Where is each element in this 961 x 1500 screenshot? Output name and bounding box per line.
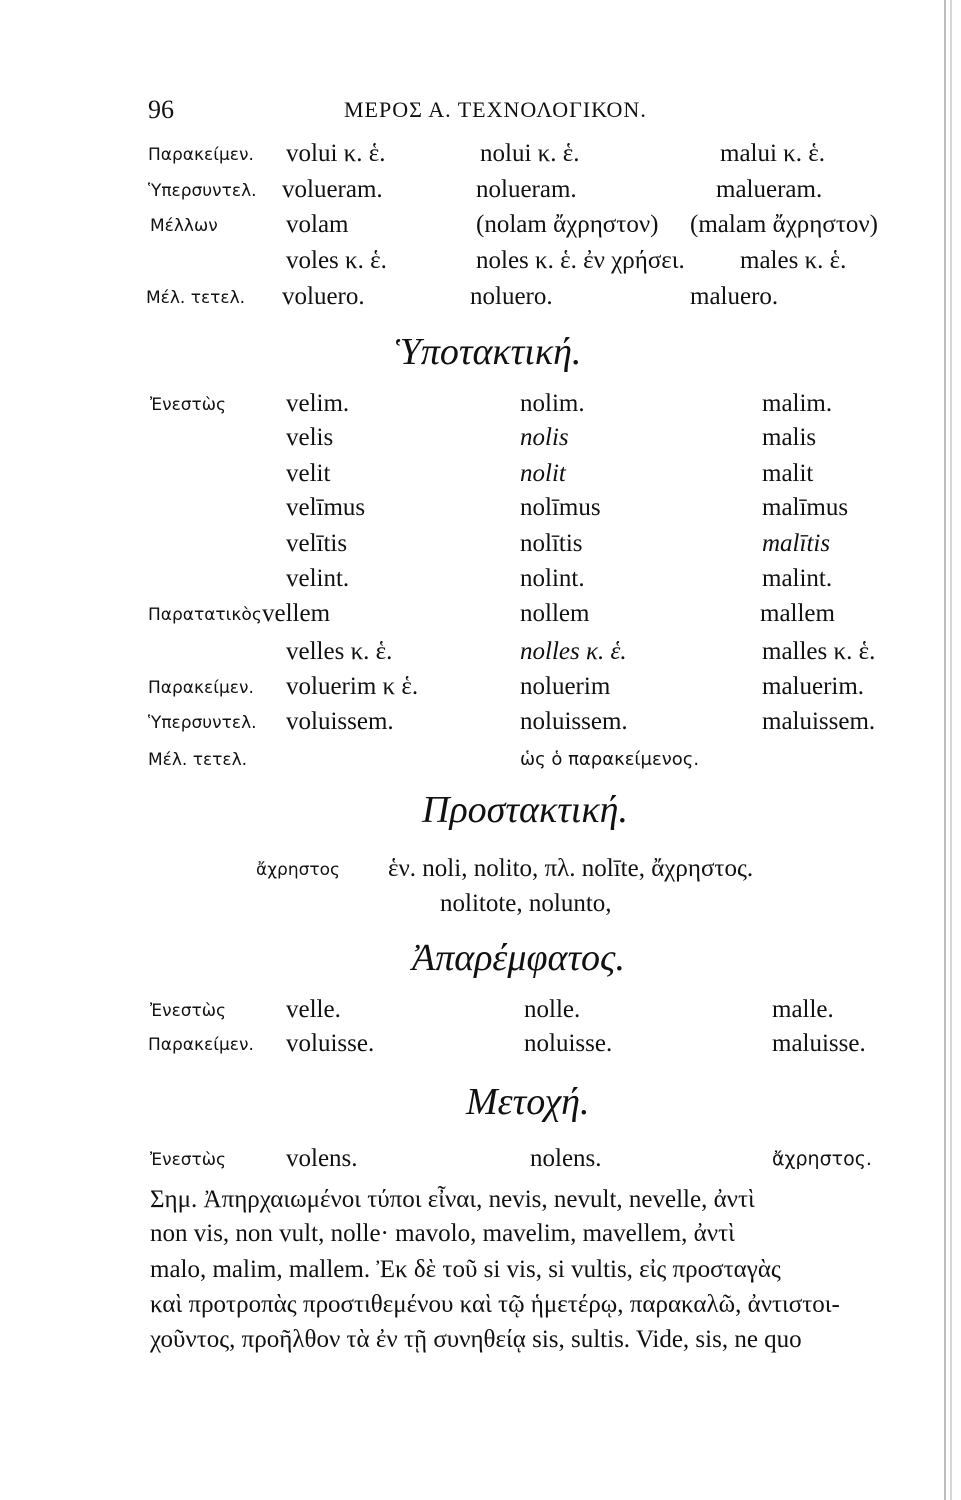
note-same-as-perfect: ὡς ὁ παρακείμενος. bbox=[520, 749, 700, 770]
volo-form: velis bbox=[286, 424, 334, 451]
volo-form: volam bbox=[286, 211, 349, 238]
malo-form: malui κ. ἑ. bbox=[720, 140, 826, 167]
malo-form: malis bbox=[762, 424, 817, 451]
nolo-form: nolens. bbox=[530, 1145, 602, 1172]
volo-form: velīmus bbox=[286, 494, 366, 521]
volo-form: volui κ. ἑ. bbox=[286, 140, 386, 167]
malo-form: males κ. ἑ. bbox=[740, 247, 847, 274]
table-row bbox=[0, 745, 961, 779]
nolo-form: noluisse. bbox=[524, 1030, 613, 1057]
volo-form: velim. bbox=[286, 390, 350, 417]
nolo-form: nolueram. bbox=[476, 176, 577, 203]
table-row bbox=[0, 283, 961, 317]
table-row bbox=[0, 494, 961, 528]
malo-form: maluerim. bbox=[762, 673, 865, 700]
tense-label: Παρακείμεν. bbox=[148, 678, 254, 698]
malo-form: malle. bbox=[772, 996, 834, 1023]
malo-form: maluero. bbox=[690, 283, 779, 310]
note-line: malo, malim, mallem. Ἐκ δὲ τοῦ si vis, si vultis, εἰς προσταγὰς bbox=[150, 1256, 781, 1283]
table-row bbox=[0, 996, 961, 1030]
section-title-imperative: Προστακτική. bbox=[422, 789, 628, 831]
imperative-forms: ἑν. noli, nolito, πλ. nolīte, ἄχρηστος. bbox=[388, 855, 754, 882]
malo-form: malītis bbox=[762, 530, 831, 557]
nolo-form: nolint. bbox=[520, 565, 585, 592]
note-line: non vis, non vult, nolle· mavolo, mavelim, mavellem, ἀντὶ bbox=[150, 1220, 735, 1247]
nolo-form: nolīmus bbox=[520, 494, 601, 521]
table-row bbox=[0, 424, 961, 458]
nolo-form: noluissem. bbox=[520, 708, 628, 735]
tense-label: Ἐνεστὼς bbox=[150, 395, 226, 415]
nolo-form: noluerim bbox=[520, 673, 611, 700]
nolo-form: nolles κ. ἑ. bbox=[520, 638, 627, 665]
nolo-form: nolle. bbox=[524, 996, 581, 1023]
section-title-infinitive: Ἀπαρέμφατος. bbox=[412, 937, 625, 979]
nolo-form: noluero. bbox=[470, 283, 553, 310]
malo-form: malueram. bbox=[716, 176, 823, 203]
table-row bbox=[0, 638, 961, 672]
volo-form: voluisse. bbox=[286, 1030, 375, 1057]
tense-label: Ἐνεστὼς bbox=[150, 1001, 226, 1021]
tense-label: ἄχρηστος bbox=[256, 860, 340, 880]
running-head: ΜΕΡΟΣ Α. ΤΕΧΝΟΛΟΓΙΚΟΝ. bbox=[344, 97, 647, 122]
nolo-form: nollem bbox=[520, 600, 590, 627]
table-row bbox=[0, 600, 961, 634]
page-number: 96 bbox=[148, 95, 174, 124]
table-row bbox=[0, 890, 961, 924]
malo-form: mallem bbox=[760, 600, 835, 627]
table-row bbox=[0, 390, 961, 424]
volo-form: velint. bbox=[286, 565, 350, 592]
note-line: χοῦντος, προῆλθον τὰ ἐν τῇ συνηθείᾳ sis, sultis. Vide, sis, ne quo bbox=[150, 1326, 802, 1353]
table-row bbox=[0, 460, 961, 494]
tense-label: Ὑπερσυντελ. bbox=[148, 181, 257, 201]
table-row bbox=[0, 1145, 961, 1179]
section-title-participle: Μετοχή. bbox=[466, 1081, 590, 1123]
nolo-form: nolit bbox=[520, 460, 566, 487]
tense-label: Μέλλων bbox=[150, 216, 218, 236]
nolo-form: nolītis bbox=[520, 530, 583, 557]
nolo-form: nolim. bbox=[520, 390, 585, 417]
tense-label: Ὑπερσυντελ. bbox=[148, 713, 257, 733]
malo-form: malles κ. ἑ. bbox=[762, 638, 876, 665]
table-row bbox=[0, 140, 961, 174]
imperative-forms-future: nolitote, nolunto, bbox=[440, 890, 612, 917]
page-header bbox=[148, 95, 848, 125]
malo-form: malint. bbox=[762, 565, 833, 592]
nolo-form: nolui κ. ἑ. bbox=[480, 140, 580, 167]
table-row bbox=[0, 211, 961, 245]
malo-form: malīmus bbox=[762, 494, 849, 521]
note-line: Σημ. Ἀπηρχαιωμένοι τύποι εἶναι, nevis, nevult, nevelle, ἀντὶ bbox=[150, 1186, 755, 1213]
nolo-form: (nolam ἄχρηστον) bbox=[476, 211, 659, 238]
nolo-form: noles κ. ἑ. ἐν χρήσει. bbox=[476, 247, 685, 274]
malo-form: malim. bbox=[762, 390, 833, 417]
table-row bbox=[0, 1030, 961, 1064]
malo-form: ἄχρηστος. bbox=[772, 1148, 872, 1170]
tense-label: Παρακείμεν. bbox=[148, 1035, 254, 1055]
volo-form: voluero. bbox=[282, 283, 365, 310]
volo-form: velles κ. ἑ. bbox=[286, 638, 393, 665]
volo-form: velit bbox=[286, 460, 331, 487]
volo-form: volens. bbox=[286, 1145, 358, 1172]
tense-label: Παρατατικὸς bbox=[148, 605, 262, 625]
volo-form: vellem bbox=[262, 600, 331, 627]
tense-label: Παρακείμεν. bbox=[148, 145, 254, 165]
section-title-subjunctive: Ὑποτακτική. bbox=[396, 331, 582, 373]
volo-form: velītis bbox=[286, 530, 348, 557]
tense-label: Μέλ. τετελ. bbox=[146, 288, 246, 308]
table-row bbox=[0, 565, 961, 599]
malo-form: malit bbox=[762, 460, 814, 487]
volo-form: voluissem. bbox=[286, 708, 394, 735]
table-row bbox=[0, 673, 961, 707]
volo-form: voluerim κ ἑ. bbox=[286, 673, 419, 700]
tense-label: Ἐνεστὼς bbox=[150, 1150, 226, 1170]
tense-label: Μέλ. τετελ. bbox=[148, 750, 248, 770]
malo-form: maluisse. bbox=[772, 1030, 866, 1057]
table-row bbox=[0, 708, 961, 742]
note-line: καὶ προτροπὰς προστιθεμένου καὶ τῷ ἡμετέρῳ, παρακαλῶ, ἀντιστοι- bbox=[150, 1291, 840, 1318]
table-row bbox=[0, 530, 961, 564]
volo-form: volueram. bbox=[282, 176, 383, 203]
nolo-form: nolis bbox=[520, 424, 569, 451]
volo-form: voles κ. ἑ. bbox=[286, 247, 387, 274]
malo-form: maluissem. bbox=[762, 708, 876, 735]
table-row bbox=[0, 176, 961, 210]
volo-form: velle. bbox=[286, 996, 341, 1023]
table-row bbox=[0, 855, 961, 889]
table-row bbox=[0, 247, 961, 281]
malo-form: (malam ἄχρηστον) bbox=[690, 211, 879, 238]
